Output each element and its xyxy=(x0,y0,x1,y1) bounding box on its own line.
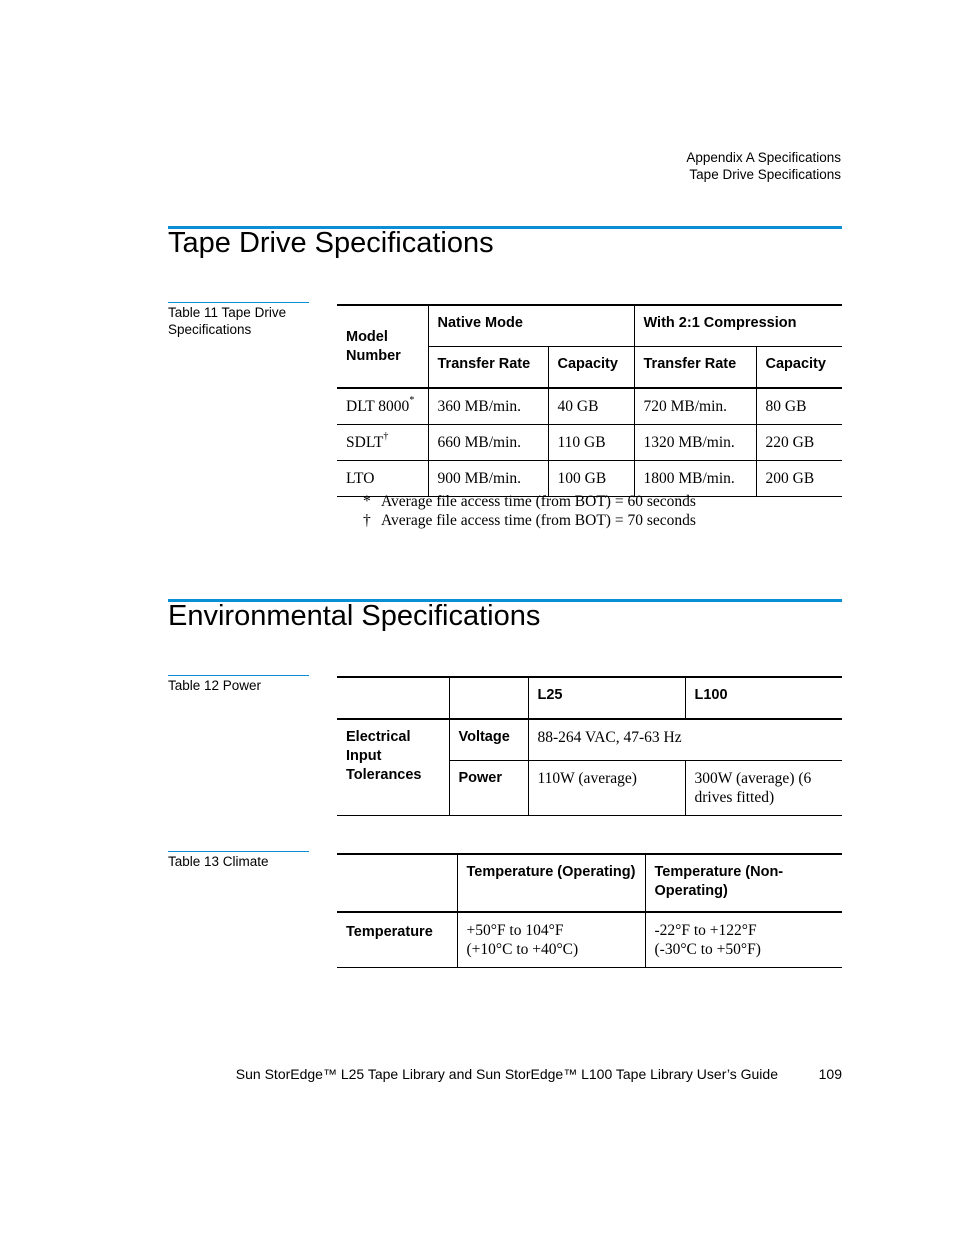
header-native-capacity: Capacity xyxy=(548,347,634,389)
footnote-mark: * xyxy=(409,394,415,406)
model-cell xyxy=(337,388,428,425)
footnote xyxy=(363,511,696,530)
tape-drive-spec-table xyxy=(337,304,842,497)
model-name: SDLT xyxy=(346,434,384,451)
compression-rate-cell: 1800 MB/min. xyxy=(634,461,756,497)
header-native-transfer-rate: Transfer Rate xyxy=(428,347,548,389)
non-operating-range xyxy=(645,912,842,968)
compression-rate-cell: 720 MB/min. xyxy=(634,388,756,425)
table-row xyxy=(337,719,842,761)
section-title-tape-drive: Tape Drive Specifications xyxy=(168,227,494,259)
header-empty xyxy=(337,854,457,912)
footnote-text: Average file access time (from BOT) = 70 seconds xyxy=(381,512,696,529)
header-temperature-operating: Temperature (Operating) xyxy=(457,854,645,912)
operating-range xyxy=(457,912,645,968)
model-name: DLT 8000 xyxy=(346,398,410,415)
header-compression: With 2:1 Compression xyxy=(634,305,842,347)
power-label: Power xyxy=(449,761,528,816)
table-11-footnotes xyxy=(363,492,696,530)
power-table xyxy=(337,676,842,816)
footnote-mark: * xyxy=(363,493,371,510)
page-number: 109 xyxy=(818,1066,842,1082)
native-capacity-cell: 100 GB xyxy=(548,461,634,497)
running-head-chapter: Appendix A Specifications xyxy=(686,150,841,165)
footnote xyxy=(363,492,696,511)
native-capacity-cell: 110 GB xyxy=(548,425,634,461)
native-rate-cell: 900 MB/min. xyxy=(428,461,548,497)
native-rate-cell: 660 MB/min. xyxy=(428,425,548,461)
footnote-text: Average file access time (from BOT) = 60 seconds xyxy=(381,493,696,510)
footnote-mark: † xyxy=(363,512,371,529)
header-model-number: Model Number xyxy=(337,305,428,388)
table-row xyxy=(337,912,842,968)
non-operating-celsius: (-30°C to +50°F) xyxy=(654,941,761,958)
header-empty xyxy=(449,677,528,719)
compression-capacity-cell: 200 GB xyxy=(756,461,842,497)
footnote-mark: † xyxy=(383,430,389,442)
voltage-value: 88-264 VAC, 47-63 Hz xyxy=(528,719,842,761)
compression-rate-cell: 1320 MB/min. xyxy=(634,425,756,461)
section-title-environmental: Environmental Specifications xyxy=(168,600,541,632)
caption-rule xyxy=(168,302,309,303)
voltage-label: Voltage xyxy=(449,719,528,761)
table-row xyxy=(337,425,842,461)
operating-fahrenheit: +50°F to 104°F xyxy=(466,922,564,939)
caption-rule xyxy=(168,675,309,676)
table-13-caption: Table 13 Climate xyxy=(168,854,269,869)
compression-capacity-cell: 80 GB xyxy=(756,388,842,425)
header-l25: L25 xyxy=(528,677,685,719)
running-head xyxy=(686,149,841,183)
header-native-mode: Native Mode xyxy=(428,305,634,347)
header-compression-capacity: Capacity xyxy=(756,347,842,389)
operating-celsius: (+10°C to +40°C) xyxy=(466,941,579,958)
non-operating-fahrenheit: -22°F to +122°F xyxy=(654,922,757,939)
header-empty xyxy=(337,677,449,719)
footer-title: Sun StorEdge™ L25 Tape Library and Sun StorEdge™ L100 Tape Library User’s Guide xyxy=(235,1066,778,1082)
native-rate-cell: 360 MB/min. xyxy=(428,388,548,425)
table-12-caption: Table 12 Power xyxy=(168,678,262,693)
row-group-label: Electrical Input Tolerances xyxy=(346,729,422,783)
header-compression-transfer-rate: Transfer Rate xyxy=(634,347,756,389)
caption-rule xyxy=(168,851,309,852)
temperature-label: Temperature xyxy=(346,924,433,940)
table-11-caption: Table 11 Tape Drive Specifications xyxy=(168,305,287,337)
header-temperature-non-operating: Temperature (Non-Operating) xyxy=(645,854,842,912)
model-cell xyxy=(337,425,428,461)
power-l25-value: 110W (average) xyxy=(528,761,685,816)
climate-table xyxy=(337,853,842,968)
table-row xyxy=(337,388,842,425)
running-head-section: Tape Drive Specifications xyxy=(689,167,841,182)
model-name: LTO xyxy=(346,470,375,487)
power-l100-value: 300W (average) (6 drives fitted) xyxy=(685,761,842,816)
native-capacity-cell: 40 GB xyxy=(548,388,634,425)
compression-capacity-cell: 220 GB xyxy=(756,425,842,461)
header-l100: L100 xyxy=(685,677,842,719)
